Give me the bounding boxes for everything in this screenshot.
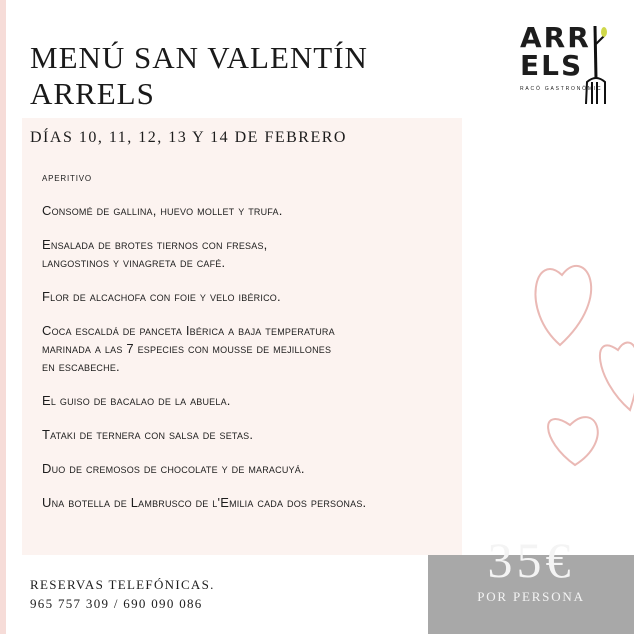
menu-item: Tataki de ternera con salsa de setas.	[42, 427, 254, 442]
decorative-strip	[0, 0, 6, 634]
reservations-phones: 965 757 309 / 690 090 086	[30, 596, 203, 611]
arrels-logo	[520, 21, 632, 114]
menu-item: El guiso de bacalao de la abuela.	[42, 393, 231, 408]
reservations	[30, 575, 215, 613]
dates-heading: DÍAS 10, 11, 12, 13 Y 14 DE FEBRERO	[30, 129, 347, 146]
title-line-1: MENÚ SAN VALENTÍN	[30, 40, 368, 75]
page-title	[30, 40, 368, 112]
menu-item: Duo de cremosos de chocolate y de maracuyá.	[42, 461, 305, 476]
price-amount: 35€	[487, 532, 575, 588]
fork-icon	[582, 24, 610, 104]
menu-item: Consomé de gallina, huevo mollet y trufa.	[42, 203, 283, 218]
menu-item: Coca escaldá de panceta Ibérica a baja temperatura marinada a las 7 especies con mousse de mejillones en escabeche.	[42, 323, 335, 374]
logo-text-1: ARR	[520, 21, 591, 54]
menu-item: Flor de alcachofa con foie y velo ibérico.	[42, 289, 281, 304]
logo-subtitle: RACÓ GASTRONÒMIC	[520, 86, 603, 92]
price-box	[428, 532, 634, 634]
logo-text-2: ELS	[520, 49, 584, 82]
menu-item: Una botella de Lambrusco de l'Emilia cada dos personas.	[42, 495, 367, 510]
reservations-label: RESERVAS TELEFÓNICAS.	[30, 577, 215, 592]
menu-item: aperitivo	[42, 170, 92, 184]
price-per-person: POR PERSONA	[477, 589, 585, 604]
menu-item: Ensalada de brotes tiernos con fresas, langostinos y vinagreta de café.	[42, 237, 268, 270]
menu-list	[42, 168, 442, 528]
title-line-2: ARRELS	[30, 76, 155, 111]
hearts-decoration-icon	[500, 240, 634, 500]
